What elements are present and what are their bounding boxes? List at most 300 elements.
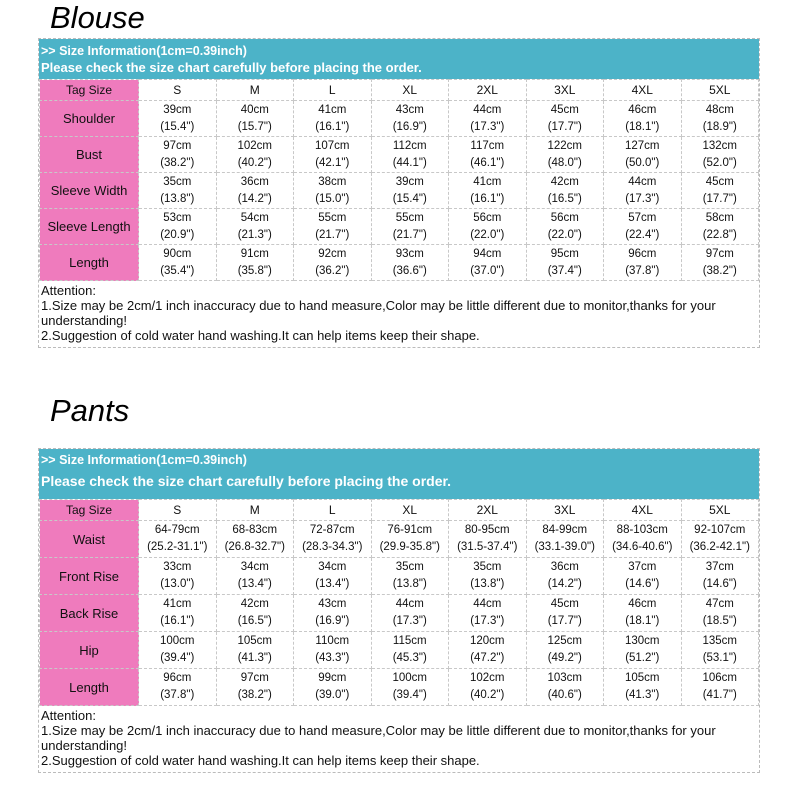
cm-value: 96cm <box>628 247 657 260</box>
inch-value: (42.1") <box>315 156 350 169</box>
measurement-cell <box>216 245 294 281</box>
row-label: Back Rise <box>40 595 139 632</box>
cm-value: 107cm <box>314 139 350 152</box>
pants-size-chart <box>38 448 760 773</box>
size-header: 4XL <box>604 500 682 521</box>
inch-value: (36.2") <box>315 264 350 277</box>
inch-value: (35.4") <box>160 264 195 277</box>
inch-value: (45.3") <box>392 652 427 664</box>
cm-value: 132cm <box>702 139 738 152</box>
inch-value: (17.7") <box>547 615 582 627</box>
row-label: Sleeve Width <box>40 173 139 209</box>
cm-value: 41cm <box>473 175 502 188</box>
cm-value: 56cm <box>550 211 579 224</box>
table-row <box>40 101 759 137</box>
measurement-cell <box>526 209 604 245</box>
inch-value: (13.8") <box>470 578 505 590</box>
inch-value: (13.8") <box>392 578 427 590</box>
cm-value: 56cm <box>473 211 502 224</box>
attention-heading: Attention: <box>41 283 96 298</box>
inch-value: (51.2") <box>625 652 660 664</box>
size-header: S <box>139 500 217 521</box>
measurement-cell <box>294 521 372 558</box>
size-info-text: >> Size Information(1cm=0.39inch) <box>41 44 247 58</box>
size-header: L <box>294 500 372 521</box>
measurement-cell <box>139 173 217 209</box>
cm-value: 45cm <box>550 103 579 116</box>
inch-value: (21.3") <box>237 228 272 241</box>
measurement-cell <box>526 595 604 632</box>
cm-value: 45cm <box>550 598 579 610</box>
inch-value: (17.7") <box>547 120 582 133</box>
measurement-cell <box>371 669 449 706</box>
cm-value: 35cm <box>473 561 502 573</box>
measurement-cell <box>526 137 604 173</box>
inch-value: (15.0") <box>315 192 350 205</box>
measurement-cell <box>294 173 372 209</box>
measurement-cell <box>216 521 294 558</box>
measurement-cell <box>216 595 294 632</box>
inch-value: (50.0") <box>625 156 660 169</box>
measurement-cell <box>526 669 604 706</box>
inch-value: (21.7") <box>315 228 350 241</box>
cm-value: 105cm <box>237 635 273 647</box>
size-table <box>39 499 759 706</box>
attention-note: 2.Suggestion of cold water hand washing.It can help items keep their shape. <box>41 328 480 343</box>
size-header: S <box>139 80 217 101</box>
table-row <box>40 245 759 281</box>
inch-value: (39.0") <box>315 689 350 701</box>
table-row <box>40 173 759 209</box>
cm-value: 97cm <box>163 139 192 152</box>
cm-value: 34cm <box>240 561 269 573</box>
measurement-cell <box>604 173 682 209</box>
measurement-cell <box>449 669 527 706</box>
inch-value: (16.1") <box>470 192 505 205</box>
inch-value: (37.0") <box>470 264 505 277</box>
cm-value: 46cm <box>628 598 657 610</box>
measurement-cell <box>604 245 682 281</box>
inch-value: (29.9-35.8") <box>379 541 440 553</box>
inch-value: (21.7") <box>392 228 427 241</box>
attention-heading: Attention: <box>41 708 96 723</box>
inch-value: (14.6") <box>702 578 737 590</box>
measurement-cell <box>604 558 682 595</box>
cm-value: 68-83cm <box>232 524 278 536</box>
inch-value: (16.1") <box>160 615 195 627</box>
cm-value: 120cm <box>469 635 505 647</box>
header-row <box>40 500 759 521</box>
inch-value: (15.7") <box>237 120 272 133</box>
inch-value: (18.1") <box>625 615 660 627</box>
size-header: 5XL <box>681 80 759 101</box>
cm-value: 54cm <box>240 211 269 224</box>
table-row <box>40 632 759 669</box>
measurement-cell <box>449 595 527 632</box>
inch-value: (40.2") <box>237 156 272 169</box>
cm-value: 64-79cm <box>154 524 200 536</box>
measurement-cell <box>294 209 372 245</box>
cm-value: 106cm <box>702 672 738 684</box>
attention-note: 2.Suggestion of cold water hand washing.It can help items keep their shape. <box>41 753 480 768</box>
measurement-cell <box>216 101 294 137</box>
notice-text: Please check the size chart carefully before placing the order. <box>41 473 452 489</box>
inch-value: (16.5") <box>547 192 582 205</box>
attention-notes <box>39 706 759 772</box>
measurement-cell <box>449 632 527 669</box>
cm-value: 96cm <box>163 672 192 684</box>
measurement-cell <box>294 632 372 669</box>
measurement-cell <box>681 558 759 595</box>
blouse-size-chart <box>38 38 760 348</box>
cm-value: 43cm <box>395 103 424 116</box>
inch-value: (31.5-37.4") <box>457 541 518 553</box>
inch-value: (39.4") <box>160 652 195 664</box>
info-banner <box>39 39 759 79</box>
inch-value: (44.1") <box>392 156 427 169</box>
measurement-cell <box>216 137 294 173</box>
inch-value: (22.0") <box>547 228 582 241</box>
row-label: Length <box>40 245 139 281</box>
cm-value: 84-99cm <box>542 524 588 536</box>
cm-value: 125cm <box>547 635 583 647</box>
cm-value: 105cm <box>624 672 660 684</box>
cm-value: 117cm <box>470 139 505 152</box>
inch-value: (39.4") <box>392 689 427 701</box>
inch-value: (53.1") <box>702 652 737 664</box>
inch-value: (46.1") <box>470 156 505 169</box>
row-label: Waist <box>40 521 139 558</box>
cm-value: 97cm <box>705 247 734 260</box>
inch-value: (38.2") <box>160 156 195 169</box>
measurement-cell <box>371 595 449 632</box>
cm-value: 58cm <box>705 211 734 224</box>
table-row <box>40 558 759 595</box>
size-header: 3XL <box>526 80 604 101</box>
inch-value: (35.8") <box>237 264 272 277</box>
size-header: 2XL <box>449 500 527 521</box>
measurement-cell <box>294 595 372 632</box>
size-header: M <box>216 500 294 521</box>
inch-value: (41.3") <box>237 652 272 664</box>
inch-value: (14.2") <box>237 192 272 205</box>
measurement-cell <box>449 209 527 245</box>
pants-title: Pants <box>50 393 130 428</box>
inch-value: (40.2") <box>470 689 505 701</box>
measurement-cell <box>216 173 294 209</box>
row-label: Length <box>40 669 139 706</box>
inch-value: (17.7") <box>702 192 737 205</box>
size-info-text: >> Size Information(1cm=0.39inch) <box>41 453 247 467</box>
inch-value: (33.1-39.0") <box>534 541 595 553</box>
inch-value: (22.0") <box>470 228 505 241</box>
inch-value: (36.2-42.1") <box>689 541 750 553</box>
attention-note: 1.Size may be 2cm/1 inch inaccuracy due to hand measure,Color may be little different due to monitor,thanks for your understanding! <box>41 723 716 753</box>
inch-value: (15.4") <box>392 192 427 205</box>
measurement-cell <box>604 632 682 669</box>
inch-value: (52.0") <box>702 156 737 169</box>
size-header: 5XL <box>681 500 759 521</box>
measurement-cell <box>294 558 372 595</box>
tag-size-header: Tag Size <box>40 80 139 101</box>
measurement-cell <box>139 137 217 173</box>
inch-value: (37.8") <box>625 264 660 277</box>
cm-value: 46cm <box>628 103 657 116</box>
cm-value: 95cm <box>550 247 579 260</box>
inch-value: (22.8") <box>702 228 737 241</box>
cm-value: 88-103cm <box>616 524 668 536</box>
notice-text: Please check the size chart carefully before placing the order. <box>41 60 422 75</box>
measurement-cell <box>526 521 604 558</box>
cm-value: 44cm <box>473 598 502 610</box>
measurement-cell <box>294 669 372 706</box>
row-label: Front Rise <box>40 558 139 595</box>
measurement-cell <box>139 521 217 558</box>
cm-value: 122cm <box>547 139 583 152</box>
measurement-cell <box>139 595 217 632</box>
cm-value: 57cm <box>628 211 657 224</box>
cm-value: 34cm <box>318 561 347 573</box>
inch-value: (13.8") <box>160 192 195 205</box>
cm-value: 42cm <box>550 175 579 188</box>
measurement-cell <box>604 209 682 245</box>
inch-value: (16.5") <box>237 615 272 627</box>
measurement-cell <box>681 173 759 209</box>
inch-value: (18.5") <box>702 615 737 627</box>
cm-value: 36cm <box>550 561 579 573</box>
measurement-cell <box>371 173 449 209</box>
row-label: Shoulder <box>40 101 139 137</box>
cm-value: 33cm <box>163 561 192 573</box>
cm-value: 44cm <box>395 598 424 610</box>
cm-value: 72-87cm <box>309 524 355 536</box>
inch-value: (38.2") <box>237 689 272 701</box>
inch-value: (16.9") <box>392 120 427 133</box>
cm-value: 110cm <box>315 635 350 647</box>
cm-value: 76-91cm <box>387 524 433 536</box>
cm-value: 99cm <box>318 672 347 684</box>
measurement-cell <box>604 669 682 706</box>
cm-value: 92cm <box>318 247 347 260</box>
cm-value: 36cm <box>240 175 269 188</box>
inch-value: (36.6") <box>392 264 427 277</box>
table-row <box>40 669 759 706</box>
cm-value: 39cm <box>163 103 192 116</box>
measurement-cell <box>526 245 604 281</box>
cm-value: 80-95cm <box>464 524 510 536</box>
measurement-cell <box>681 245 759 281</box>
row-label: Sleeve Length <box>40 209 139 245</box>
measurement-cell <box>604 137 682 173</box>
inch-value: (34.6-40.6") <box>612 541 673 553</box>
measurement-cell <box>371 245 449 281</box>
cm-value: 41cm <box>318 103 347 116</box>
measurement-cell <box>604 101 682 137</box>
size-table <box>39 79 759 281</box>
inch-value: (14.2") <box>547 578 582 590</box>
measurement-cell <box>139 558 217 595</box>
row-label: Bust <box>40 137 139 173</box>
cm-value: 38cm <box>318 175 347 188</box>
size-header: 2XL <box>449 80 527 101</box>
cm-value: 41cm <box>163 598 192 610</box>
inch-value: (49.2") <box>547 652 582 664</box>
inch-value: (14.6") <box>625 578 660 590</box>
inch-value: (13.0") <box>160 578 195 590</box>
inch-value: (20.9") <box>160 228 195 241</box>
measurement-cell <box>681 669 759 706</box>
inch-value: (17.3") <box>470 615 505 627</box>
measurement-cell <box>139 209 217 245</box>
measurement-cell <box>449 173 527 209</box>
inch-value: (41.7") <box>702 689 737 701</box>
cm-value: 103cm <box>547 672 583 684</box>
measurement-cell <box>371 521 449 558</box>
info-banner <box>39 449 759 499</box>
inch-value: (17.3") <box>470 120 505 133</box>
inch-value: (48.0") <box>547 156 582 169</box>
cm-value: 127cm <box>624 139 660 152</box>
table-row <box>40 209 759 245</box>
inch-value: (13.4") <box>237 578 272 590</box>
attention-notes <box>39 281 759 347</box>
cm-value: 115cm <box>392 635 427 647</box>
cm-value: 39cm <box>395 175 424 188</box>
inch-value: (16.1") <box>315 120 350 133</box>
measurement-cell <box>681 521 759 558</box>
row-label: Hip <box>40 632 139 669</box>
cm-value: 55cm <box>395 211 424 224</box>
measurement-cell <box>294 245 372 281</box>
cm-value: 45cm <box>705 175 734 188</box>
cm-value: 100cm <box>392 672 428 684</box>
inch-value: (17.3") <box>625 192 660 205</box>
size-header: M <box>216 80 294 101</box>
measurement-cell <box>371 137 449 173</box>
measurement-cell <box>371 101 449 137</box>
measurement-cell <box>681 595 759 632</box>
measurement-cell <box>371 632 449 669</box>
cm-value: 44cm <box>628 175 657 188</box>
blouse-title: Blouse <box>50 0 145 35</box>
inch-value: (40.6") <box>547 689 582 701</box>
table-row <box>40 595 759 632</box>
inch-value: (43.3") <box>315 652 350 664</box>
measurement-cell <box>526 173 604 209</box>
measurement-cell <box>216 558 294 595</box>
measurement-cell <box>681 137 759 173</box>
size-header: 3XL <box>526 500 604 521</box>
size-header: 4XL <box>604 80 682 101</box>
measurement-cell <box>449 521 527 558</box>
cm-value: 93cm <box>395 247 424 260</box>
inch-value: (17.3") <box>392 615 427 627</box>
cm-value: 35cm <box>395 561 424 573</box>
measurement-cell <box>526 101 604 137</box>
inch-value: (16.9") <box>315 615 350 627</box>
cm-value: 37cm <box>705 561 734 573</box>
inch-value: (18.1") <box>625 120 660 133</box>
measurement-cell <box>294 101 372 137</box>
attention-note: 1.Size may be 2cm/1 inch inaccuracy due to hand measure,Color may be little different due to monitor,thanks for your understanding! <box>41 298 716 328</box>
measurement-cell <box>449 558 527 595</box>
measurement-cell <box>216 209 294 245</box>
measurement-cell <box>681 632 759 669</box>
cm-value: 102cm <box>469 672 505 684</box>
measurement-cell <box>139 101 217 137</box>
measurement-cell <box>139 245 217 281</box>
measurement-cell <box>604 521 682 558</box>
cm-value: 100cm <box>159 635 195 647</box>
measurement-cell <box>526 558 604 595</box>
cm-value: 48cm <box>705 103 734 116</box>
size-header: XL <box>371 80 449 101</box>
measurement-cell <box>294 137 372 173</box>
cm-value: 42cm <box>240 598 269 610</box>
measurement-cell <box>449 101 527 137</box>
cm-value: 130cm <box>624 635 660 647</box>
measurement-cell <box>681 209 759 245</box>
inch-value: (25.2-31.1") <box>147 541 208 553</box>
cm-value: 135cm <box>702 635 738 647</box>
measurement-cell <box>371 558 449 595</box>
inch-value: (13.4") <box>315 578 350 590</box>
cm-value: 92-107cm <box>694 524 746 536</box>
cm-value: 47cm <box>705 598 734 610</box>
cm-value: 97cm <box>240 672 269 684</box>
measurement-cell <box>449 137 527 173</box>
table-row <box>40 137 759 173</box>
inch-value: (47.2") <box>470 652 505 664</box>
cm-value: 37cm <box>628 561 657 573</box>
cm-value: 44cm <box>473 103 502 116</box>
tag-size-header: Tag Size <box>40 500 139 521</box>
size-header: L <box>294 80 372 101</box>
inch-value: (28.3-34.3") <box>302 541 363 553</box>
inch-value: (41.3") <box>625 689 660 701</box>
measurement-cell <box>449 245 527 281</box>
size-header: XL <box>371 500 449 521</box>
measurement-cell <box>371 209 449 245</box>
inch-value: (22.4") <box>625 228 660 241</box>
measurement-cell <box>139 632 217 669</box>
table-row <box>40 521 759 558</box>
cm-value: 35cm <box>163 175 192 188</box>
measurement-cell <box>681 101 759 137</box>
inch-value: (37.4") <box>547 264 582 277</box>
cm-value: 40cm <box>240 103 269 116</box>
cm-value: 90cm <box>163 247 192 260</box>
inch-value: (15.4") <box>160 120 195 133</box>
cm-value: 102cm <box>237 139 273 152</box>
cm-value: 91cm <box>240 247 269 260</box>
inch-value: (18.9") <box>702 120 737 133</box>
inch-value: (26.8-32.7") <box>224 541 285 553</box>
measurement-cell <box>139 669 217 706</box>
header-row <box>40 80 759 101</box>
measurement-cell <box>526 632 604 669</box>
measurement-cell <box>216 632 294 669</box>
cm-value: 112cm <box>392 139 427 152</box>
inch-value: (37.8") <box>160 689 195 701</box>
cm-value: 55cm <box>318 211 347 224</box>
measurement-cell <box>216 669 294 706</box>
cm-value: 43cm <box>318 598 347 610</box>
cm-value: 53cm <box>163 211 192 224</box>
inch-value: (38.2") <box>702 264 737 277</box>
measurement-cell <box>604 595 682 632</box>
cm-value: 94cm <box>473 247 502 260</box>
